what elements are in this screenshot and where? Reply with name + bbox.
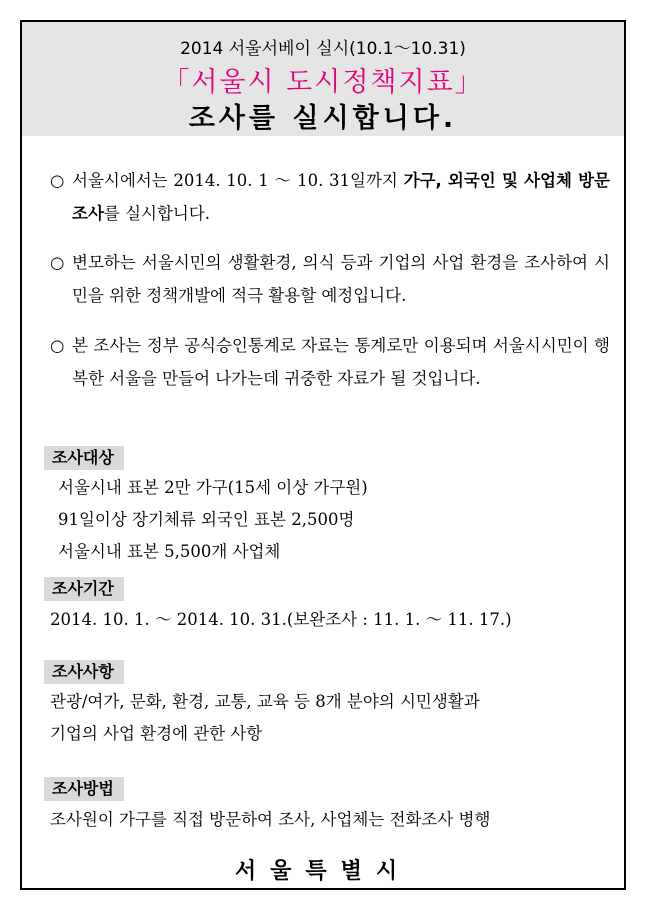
section-label-items: 조사사항 xyxy=(44,660,124,684)
header-title-2: 조사를 실시합니다. xyxy=(188,103,458,134)
target-line: 91일이상 장기체류 외국인 표본 2,500명 xyxy=(58,510,355,529)
section-body-items xyxy=(50,686,610,750)
bullet-text-part: 를 실시합니다. xyxy=(103,204,211,223)
circle-bullet-icon: ○ xyxy=(50,253,65,272)
period-line: 2014. 10. 1. ～ 2014. 10. 31.(보완조사 : 11. 1. ～ 11. 17.) xyxy=(50,610,512,629)
bullet-item xyxy=(50,329,610,395)
section-body-target xyxy=(50,472,618,568)
bullet-text-part: 서울시에서는 2014. 10. 1 ～ 10. 31일까지 xyxy=(72,171,404,190)
items-line: 기업의 사업 환경에 관한 사항 xyxy=(50,724,263,743)
section-label-period: 조사기간 xyxy=(44,577,124,601)
header-title: 「서울시 도시정책지표」 xyxy=(162,67,484,98)
target-line: 서울시내 표본 2만 가구(15세 이상 가구원) xyxy=(58,478,368,497)
bullet-text-bold: 가구, 외국인 및 사업체 방문조사 xyxy=(72,171,610,223)
bullet-item xyxy=(50,246,610,312)
footer-organization: 서울특별시 xyxy=(234,859,412,884)
bullet-text: 변모하는 서울시민의 생활환경, 의식 등과 기업의 사업 환경을 조사하여 시민을 위한 정책개발에 적극 활용할 예정입니다. xyxy=(72,253,610,305)
bullet-text xyxy=(72,164,610,230)
method-line: 조사원이 가구를 직접 방문하여 조사, 사업체는 전화조사 병행 xyxy=(50,810,491,829)
notice-header xyxy=(22,22,624,136)
notice-frame xyxy=(20,20,626,890)
section-label-method: 조사방법 xyxy=(44,777,124,801)
circle-bullet-icon: ○ xyxy=(50,336,65,355)
header-subtitle: 2014 서울서베이 실시(10.1～10.31) xyxy=(180,39,466,59)
section-body-period xyxy=(50,604,610,636)
section-body-method xyxy=(50,804,610,836)
bullet-text: 본 조사는 정부 공식승인통계로 자료는 통계로만 이용되며 서울시시민이 행복한 서울을 만들어 나가는데 귀중한 자료가 될 것입니다. xyxy=(72,336,610,388)
target-line: 서울시내 표본 5,500개 사업체 xyxy=(58,542,281,561)
circle-bullet-icon: ○ xyxy=(50,171,65,190)
items-line: 관광/여가, 문화, 환경, 교통, 교육 등 8개 분야의 시민생활과 xyxy=(50,692,480,711)
bullet-item xyxy=(50,164,610,230)
section-label-target: 조사대상 xyxy=(44,446,124,470)
